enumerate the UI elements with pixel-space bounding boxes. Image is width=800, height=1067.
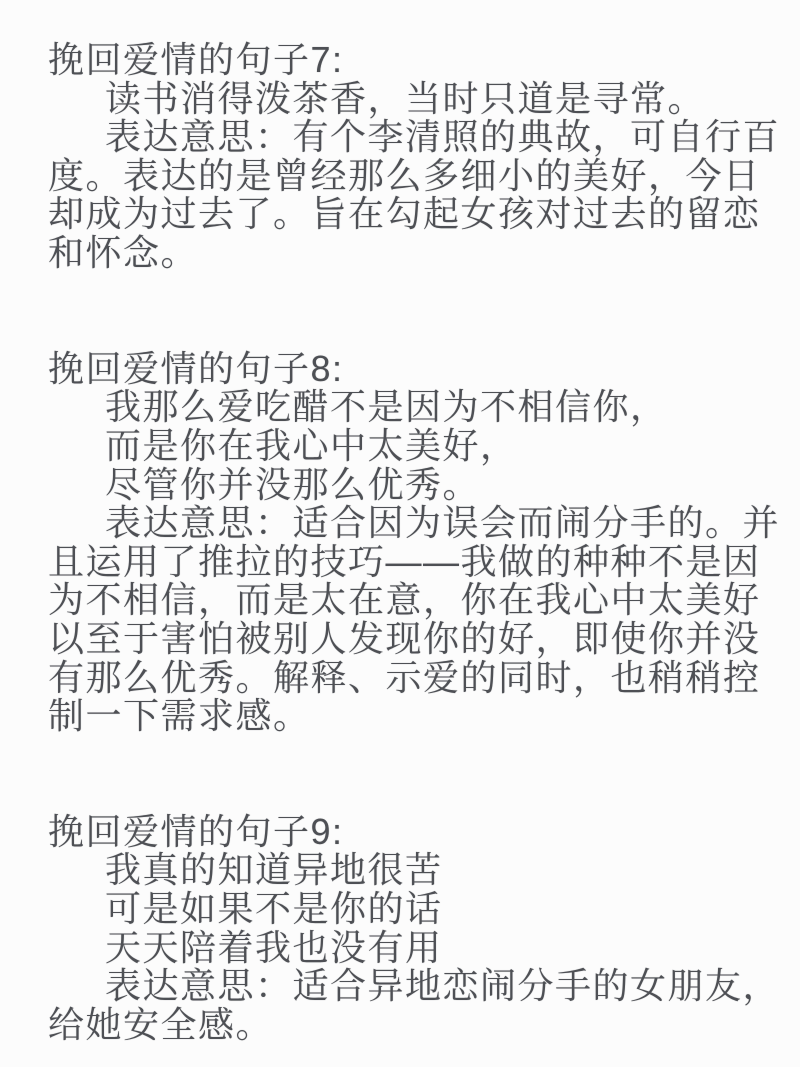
text-line: 为不相信，而是太在意，你在我心中太美好 [48,579,761,621]
text-line: 尽管你并没那么优秀。 [105,463,481,505]
text-line: 而是你在我心中太美好， [105,424,518,466]
text-line: 我那么爱吃醋不是因为不相信你， [105,386,668,428]
section-heading: 挽回爱情的句子9: [48,810,344,852]
text-line: 以至于害怕被别人发现你的好，即使你并没 [48,617,761,659]
text-line: 和怀念。 [48,231,199,273]
text-line: 读书消得泼茶香，当时只道是寻常。 [105,77,706,119]
section-heading: 挽回爱情的句子8: [48,347,344,389]
text-line: 可是如果不是你的话 [105,888,443,930]
text-line: 给她安全感。 [48,1003,274,1045]
text-line: 且运用了推拉的技巧——我做的种种不是因 [48,540,761,582]
section-sentence-9 [48,810,781,1045]
text-line: 天天陪着我也没有用 [105,926,443,968]
text-line: 制一下需求感。 [48,695,311,737]
text-line: 我真的知道异地很苦 [105,849,443,891]
text-line: 有那么优秀。解释、示爱的同时，也稍稍控 [48,656,761,698]
text-line: 度。表达的是曾经那么多细小的美好，今日 [48,154,761,196]
section-sentence-7 [48,39,781,273]
text-line: 表达意思：适合因为误会而闹分手的。并 [105,502,781,544]
section-sentence-8 [48,347,781,737]
section-heading: 挽回爱情的句子7: [48,39,344,80]
text-line: 表达意思：有个李清照的典故，可自行百 [105,116,781,158]
text-line: 表达意思：适合异地恋闹分手的女朋友， [105,965,781,1007]
text-line: 却成为过去了。旨在勾起女孩对过去的留恋 [48,193,761,235]
